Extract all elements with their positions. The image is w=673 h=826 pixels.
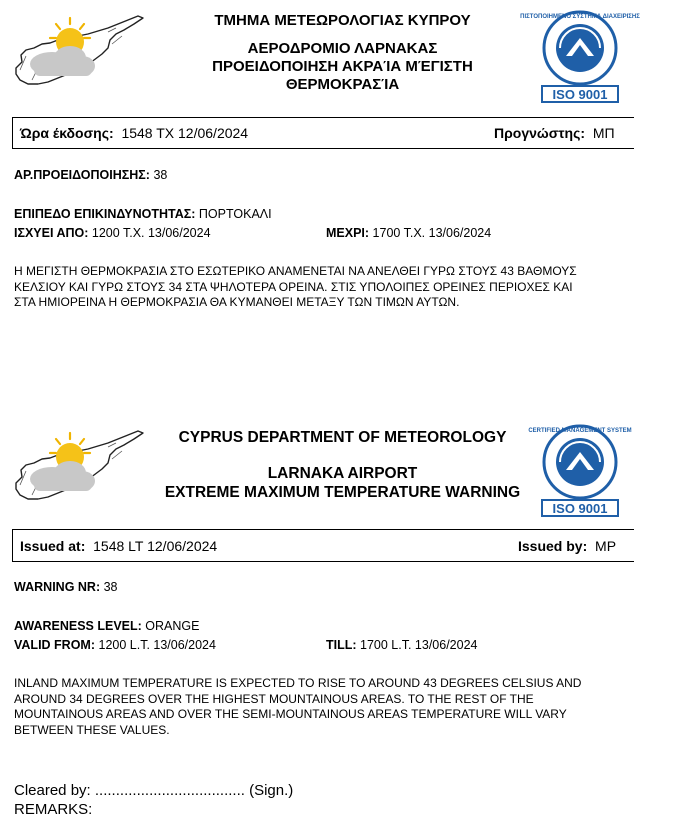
- english-warning-text: [14, 676, 639, 738]
- greek-level-value: ΠΟΡΤΟΚΑΛΙ: [198, 207, 272, 221]
- english-text-line: BETWEEN THESE VALUES.: [14, 722, 170, 737]
- greek-till-value: 1700 Τ.Χ. 13/06/2024: [372, 226, 492, 240]
- greek-issue-box-left: [12, 117, 13, 149]
- english-level-label: AWARENESS LEVEL:: [14, 619, 142, 633]
- iso-certification-seal-icon: [520, 6, 640, 104]
- greek-from-label: ΙΣΧΥΕΙ ΑΠΟ:: [14, 226, 89, 240]
- remarks-label: REMARKS:: [14, 801, 93, 818]
- english-issue-value: 1548 LT 12/06/2024: [93, 538, 218, 554]
- greek-nr-label: ΑΡ.ΠΡΟΕΙΔΟΠΟΙΗΣΗΣ:: [14, 168, 150, 182]
- sun-cloud-cyprus-icon: [12, 425, 147, 505]
- iso-ring-english: CERTIFIED MANAGEMENT SYSTEM: [528, 428, 632, 434]
- greek-warning-title-line1: ΠΡΟΕΙΔΟΠΟΙΗΣΗ ΑΚΡΑΊΑ ΜΈΓΙΣΤΗ: [212, 58, 473, 75]
- weather-logo-greek: [12, 10, 147, 90]
- greek-till-label: ΜΕΧΡΙ:: [326, 226, 370, 240]
- cleared-by-line: [14, 782, 293, 800]
- english-till-label: TILL:: [326, 638, 357, 652]
- greek-nr-value: 38: [153, 168, 168, 182]
- iso-logo-greek: [520, 6, 640, 104]
- greek-warning-number: [14, 167, 167, 183]
- english-issue-time: [20, 538, 217, 554]
- cleared-by-dots: ....................................: [94, 782, 245, 799]
- greek-issue-value: 1548 ΤΧ 12/06/2024: [121, 125, 249, 141]
- cleared-by-label: Cleared by:: [14, 782, 91, 799]
- english-text-line: AROUND 34 DEGREES OVER THE HIGHEST MOUNTAINOUS AREAS. TO THE REST OF THE: [14, 691, 534, 706]
- iso-label-english: ISO 9001: [552, 501, 608, 516]
- greek-issue-box-top: [12, 117, 634, 118]
- english-issued-by: [518, 538, 616, 554]
- english-level-value: ORANGE: [145, 619, 200, 633]
- english-by-label: Issued by:: [518, 538, 588, 554]
- english-from-value: 1200 L.T. 13/06/2024: [98, 638, 216, 652]
- english-text-line: INLAND MAXIMUM TEMPERATURE IS EXPECTED TO RISE TO AROUND 43 DEGREES CELSIUS AND: [14, 676, 582, 690]
- greek-valid-from: [14, 225, 211, 241]
- english-issue-box-top: [12, 529, 634, 530]
- english-issue-label: Issued at:: [20, 538, 86, 554]
- greek-forecaster: [494, 125, 615, 141]
- weather-logo-english: [12, 425, 147, 505]
- iso-certification-seal-icon: [530, 420, 630, 518]
- greek-text-line: Η ΜΕΓΙΣΤΗ ΘΕΡΜΟΚΡΑΣΙΑ ΣΤΟ ΕΣΩΤΕΡΙΚΟ ΑΝΑΜΕΝΕΤΑΙ ΝΑ ΑΝΕΛΘΕΙ ΓΥΡΩ ΣΤΟΥΣ 43 ΒΑΘΜΟΥΣ: [14, 264, 577, 278]
- english-airport-title: LARNAKA AIRPORT: [267, 465, 418, 482]
- greek-from-value: 1200 Τ.Χ. 13/06/2024: [91, 226, 211, 240]
- english-issue-box-bottom: [12, 561, 634, 562]
- greek-issue-label: Ώρα έκδοσης:: [20, 125, 114, 141]
- english-valid-till: [326, 637, 478, 653]
- english-till-value: 1700 L.T. 13/06/2024: [360, 638, 478, 652]
- greek-text-line: ΣΤΑ ΗΜΙΟΡΕΙΝΑ Η ΘΕΡΜΟΚΡΑΣΙΑ ΘΑ ΚΥΜΑΝΘΕΙ ΜΕΤΑΞΥ ΤΩΝ ΤΙΜΩΝ ΑΥΤΩΝ.: [14, 295, 460, 309]
- english-nr-value: 38: [103, 580, 118, 594]
- greek-awareness-level: [14, 206, 272, 222]
- english-issue-box-left: [12, 529, 13, 562]
- greek-warning-text: [14, 264, 639, 311]
- english-nr-label: WARNING NR:: [14, 580, 101, 594]
- greek-text-line: ΚΕΛΣΙΟΥ ΚΑΙ ΓΥΡΩ ΣΤΟΥΣ 34 ΣΤΑ ΨΗΛΟΤΕΡΑ ΟΡΕΙΝΑ. ΣΤΙΣ ΥΠΟΛΟΙΠΕΣ ΟΡΕΙΝΕΣ ΠΕΡΙΟΧΕΣ ΚΑΙ: [14, 279, 573, 294]
- greek-department-title: ΤΜΗΜΑ ΜΕΤΕΩΡΟΛΟΓΙΑΣ ΚΥΠΡΟΥ: [214, 12, 471, 29]
- english-text-line: MOUNTAINOUS AREAS AND OVER THE SEMI-MOUNTAINOUS AREAS TEMPERATURE WILL VARY: [14, 707, 567, 721]
- greek-valid-till: [326, 225, 491, 241]
- english-warning-number: [14, 579, 118, 595]
- english-department-title: CYPRUS DEPARTMENT OF METEOROLOGY: [178, 429, 507, 446]
- greek-issue-box-bottom: [12, 148, 634, 149]
- iso-ring-greek: ΠΙΣΤΟΠΟΙΗΜΕΝΟ ΣΥΣΤΗΜΑ ΔΙΑΧΕΙΡΙΣΗΣ: [520, 14, 640, 20]
- greek-airport-title: ΑΕΡΟΔΡΟΜΙΟ ΛΑΡΝΑΚΑΣ: [247, 40, 438, 57]
- greek-issue-time: [20, 125, 248, 141]
- english-valid-from: [14, 637, 216, 653]
- greek-level-label: ΕΠΙΠΕΔΟ ΕΠΙΚΙΝΔΥΝΟΤΗΤΑΣ:: [14, 207, 196, 221]
- english-awareness-level: [14, 618, 199, 634]
- iso-label-greek: ISO 9001: [552, 87, 608, 102]
- iso-logo-english: [530, 420, 630, 518]
- english-warning-title: EXTREME MAXIMUM TEMPERATURE WARNING: [164, 484, 521, 501]
- sign-label: (Sign.): [249, 782, 294, 799]
- english-by-value: MP: [595, 538, 617, 554]
- greek-forecaster-label: Προγνώστης:: [494, 125, 586, 141]
- sun-cloud-cyprus-icon: [12, 10, 147, 90]
- english-from-label: VALID FROM:: [14, 638, 96, 652]
- greek-warning-title-line2: ΘΕΡΜΟΚΡΑΣΊΑ: [285, 76, 400, 93]
- greek-forecaster-value: ΜΠ: [592, 125, 615, 141]
